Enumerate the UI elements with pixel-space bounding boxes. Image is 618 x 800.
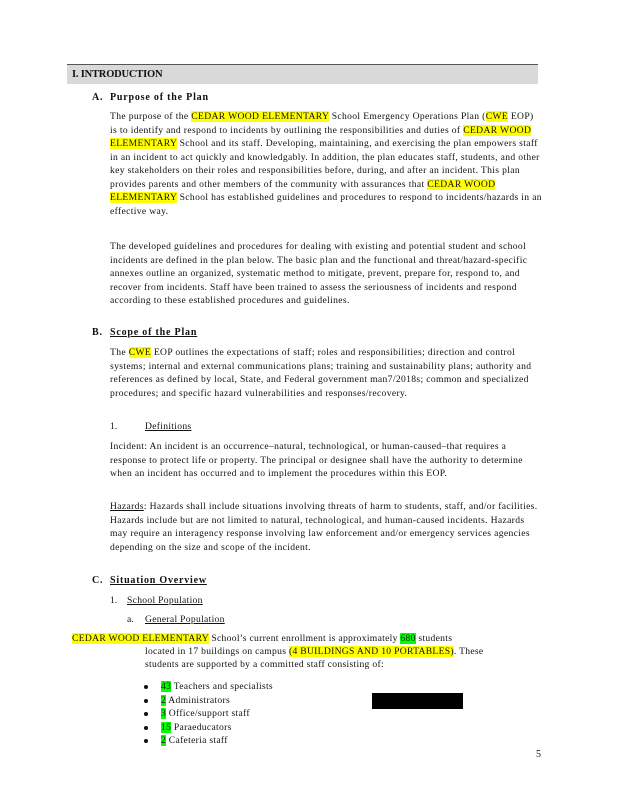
text-run: The	[110, 347, 129, 358]
highlighted-text: CEDAR WOOD ELEMENTARY	[191, 111, 329, 122]
definitions-heading: Definitions	[145, 421, 192, 432]
general-population-letter: a.	[127, 614, 134, 625]
section-header	[67, 64, 538, 84]
enrollment-line-2	[145, 645, 484, 659]
situation-heading-letter: C.	[92, 575, 104, 586]
text-run: located in 17 buildings on campus	[145, 646, 289, 657]
staff-list-item	[144, 721, 273, 735]
scope-heading-letter: B.	[92, 327, 103, 338]
highlighted-text: 680	[400, 633, 416, 644]
text-run: The purpose of the	[110, 111, 192, 122]
section-title: I. INTRODUCTION	[72, 69, 163, 80]
highlighted-text: CEDAR WOOD ELEMENTARY	[110, 124, 532, 149]
text-run: students	[415, 633, 453, 644]
staff-list-item	[144, 680, 273, 694]
scope-paragraph	[110, 346, 542, 400]
staff-count: 43	[161, 681, 172, 692]
staff-list-item	[144, 694, 273, 708]
definitions-number: 1.	[110, 421, 118, 432]
staff-count: 2	[161, 694, 167, 706]
situation-heading: Situation Overview	[110, 575, 207, 586]
text-run: . These	[453, 646, 484, 657]
incident-definition: Incident: An incident is an occurrence–natural, technological, or human-caused–that requires a response to protect life or property. The principal or designee shall have the authority to determine when an incident has occurred and to implement the procedures within this EOP.	[110, 441, 523, 479]
highlighted-text: CWE	[485, 111, 509, 122]
text-run: EOP outlines the expectations of staff; roles and responsibilities; direction and control systems; internal and external communications plans; training and sustainability plans; authority and references as defined by local, State, and Federal government man7/2018s; common and specialized procedures; and specific hazard vulnerabilities and responses/recovery.	[110, 347, 532, 399]
highlighted-text: CEDAR WOOD ELEMENTARY	[72, 633, 209, 644]
redaction-box	[372, 693, 463, 709]
hazards-definition	[110, 500, 542, 554]
purpose-heading-letter: A.	[92, 92, 104, 103]
staff-role: Cafeteria staff	[166, 735, 228, 746]
purpose-paragraph-1	[110, 110, 542, 218]
staff-count: 2	[161, 735, 167, 746]
scope-heading: Scope of the Plan	[110, 327, 198, 338]
enrollment-line-1	[72, 632, 452, 646]
staff-list	[144, 680, 273, 748]
text-run: School has established guidelines and procedures to respond to incidents/hazards in an effective way.	[110, 192, 542, 217]
staff-role: Paraeducators	[171, 721, 232, 733]
staff-role: Office/support staff	[166, 708, 250, 719]
purpose-paragraph-2: The developed guidelines and procedures for dealing with existing and potential student and school incidents are defined in the plan below. The basic plan and the functional and threat/hazard-specific annexes outline an organized, systematic method to mitigate, prevent, prepare for, respond to, and recover from incidents. Staff have been trained to assess the seriousness of incidents and respond according to these established procedures and guidelines.	[110, 241, 528, 306]
text-run: EOP) is to identify and respond to incidents by outlining the responsibilities and duties of	[110, 111, 534, 136]
general-population-heading: General Population	[145, 614, 225, 625]
staff-role: Teachers and specialists	[171, 681, 273, 692]
text-run: School and its staff. Developing, maintaining, and exercising the plan empowers staff in an incident to act quickly and knowledgably. In addition, the plan educates staff, students, and other key stakeholders on their roles and responsibilities before, during, and after an incident. This plan provides parents and other members of the community with assurances that	[110, 138, 540, 190]
hazards-text: : Hazards shall include situations involving threats of harm to students, staff, and/or facilities. Hazards include but are not limited to natural, technological, and human-caused incidents. Hazards may require an interagency response involving law enforcement and/or emergency services agencies depending on the size and scope of the incident.	[110, 501, 538, 553]
school-population-number: 1.	[110, 595, 118, 606]
text-run: School Emergency Operations Plan (	[328, 111, 486, 122]
highlighted-text: (4 BUILDINGS AND 10 PORTABLES)	[288, 646, 454, 657]
page-number: 5	[536, 749, 541, 760]
enrollment-line-3: students are supported by a committed staff consisting of:	[145, 659, 384, 670]
highlighted-text: CEDAR WOOD ELEMENTARY	[110, 178, 496, 203]
school-population-heading: School Population	[127, 595, 203, 606]
purpose-heading: Purpose of the Plan	[110, 92, 209, 103]
staff-count: 15	[161, 721, 172, 733]
staff-role: Administrators	[166, 694, 231, 706]
hazards-label: Hazards	[110, 501, 144, 512]
staff-count: 3	[161, 708, 167, 719]
highlighted-text: CWE	[128, 347, 152, 358]
staff-list-item	[144, 734, 273, 748]
text-run: School’s current enrollment is approximately	[208, 633, 401, 644]
staff-list-item	[144, 707, 273, 721]
